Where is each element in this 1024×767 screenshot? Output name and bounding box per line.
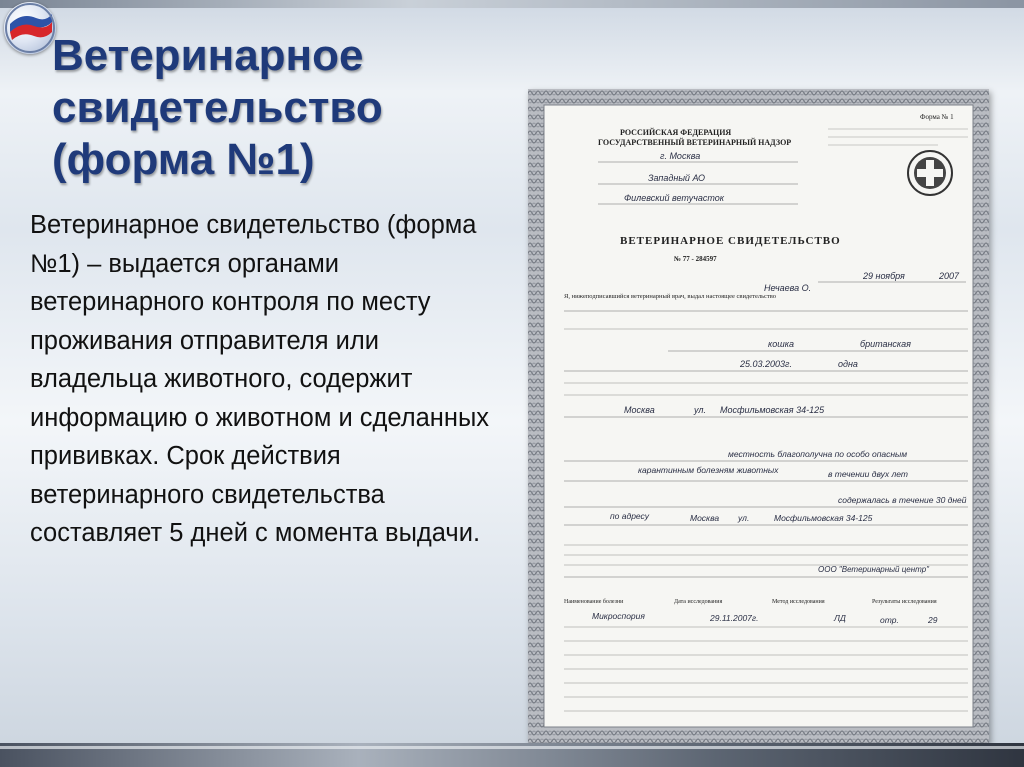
animal-count: одна	[838, 359, 858, 369]
slide-body-text: Ветеринарное свидетельство (форма №1) – выдается органами ветеринарного контроля по месту проживания отправителя или владельца животного, содержит информацию о животном и сделанных прививках. Срок действия ветеринарного свидетельства составляет 5 дней с момента выдачи.	[30, 211, 490, 547]
header-line-2: ГОСУДАРСТВЕННЫЙ ВЕТЕРИНАРНЫЙ НАДЗОР	[598, 138, 792, 147]
document-number: № 77 - 284597	[674, 255, 717, 263]
column-disease: Наименование болезни	[564, 599, 624, 605]
header-line-1: РОССИЙСКАЯ ФЕДЕРАЦИЯ	[620, 128, 732, 137]
route-note-2: карантинным болезням животных	[638, 465, 779, 475]
lab-name: ООО "Ветеринарный центр"	[818, 565, 929, 574]
destination-street: Мосфильмовская 34-125	[774, 513, 873, 523]
origin-street-label: ул.	[694, 405, 706, 415]
veterinary-certificate-image	[528, 89, 989, 743]
animal-kind: кошка	[768, 339, 794, 349]
destination-street-label: ул.	[738, 513, 750, 523]
district-value: Западный АО	[648, 173, 705, 183]
test-number: 29	[928, 615, 938, 625]
destination-city: Москва	[690, 513, 720, 523]
slide-title: Ветеринарное свидетельство (форма №1)	[52, 31, 383, 184]
veterinary-emblem-icon	[908, 151, 952, 195]
form-label: Форма № 1	[920, 113, 954, 121]
year-value: 2007	[939, 271, 960, 281]
station-value: Филевский ветучасток	[624, 193, 725, 203]
column-date: Дата исследования	[674, 599, 723, 605]
document-title: ВЕТЕРИНАРНОЕ СВИДЕТЕЛЬСТВО	[620, 235, 841, 247]
column-method: Метод исследования	[772, 599, 825, 605]
exam-date: 25.03.2003г.	[740, 359, 792, 369]
test-date: 29.11.2007г.	[710, 613, 759, 623]
column-result: Результаты исследования	[872, 599, 937, 605]
term-value: в течении двух лет	[828, 469, 908, 479]
origin-city: Москва	[624, 405, 655, 415]
origin-street: Мосфильмовская 34-125	[720, 405, 825, 415]
kept-note: содержалась в течение 30 дней	[838, 495, 967, 505]
bottom-decorative-bar	[0, 743, 1024, 767]
organization-logo	[4, 2, 56, 54]
top-decorative-bar	[0, 0, 1024, 8]
test-disease: Микроспория	[592, 611, 645, 621]
test-result: отр.	[880, 615, 899, 625]
route-note: местность благополучна по особо опасным	[728, 449, 908, 459]
intro-text: Я, нижеподписавшийся ветеринарный врач, выдал настоящее свидетельство	[564, 293, 777, 300]
animal-breed: британская	[860, 339, 911, 349]
city-value: г. Москва	[660, 151, 701, 161]
date-value: 29 ноября	[863, 271, 905, 281]
destination-prefix: по адресу	[610, 511, 649, 521]
owner-value: Нечаева О.	[764, 283, 812, 293]
test-method: ЛД	[834, 613, 846, 623]
